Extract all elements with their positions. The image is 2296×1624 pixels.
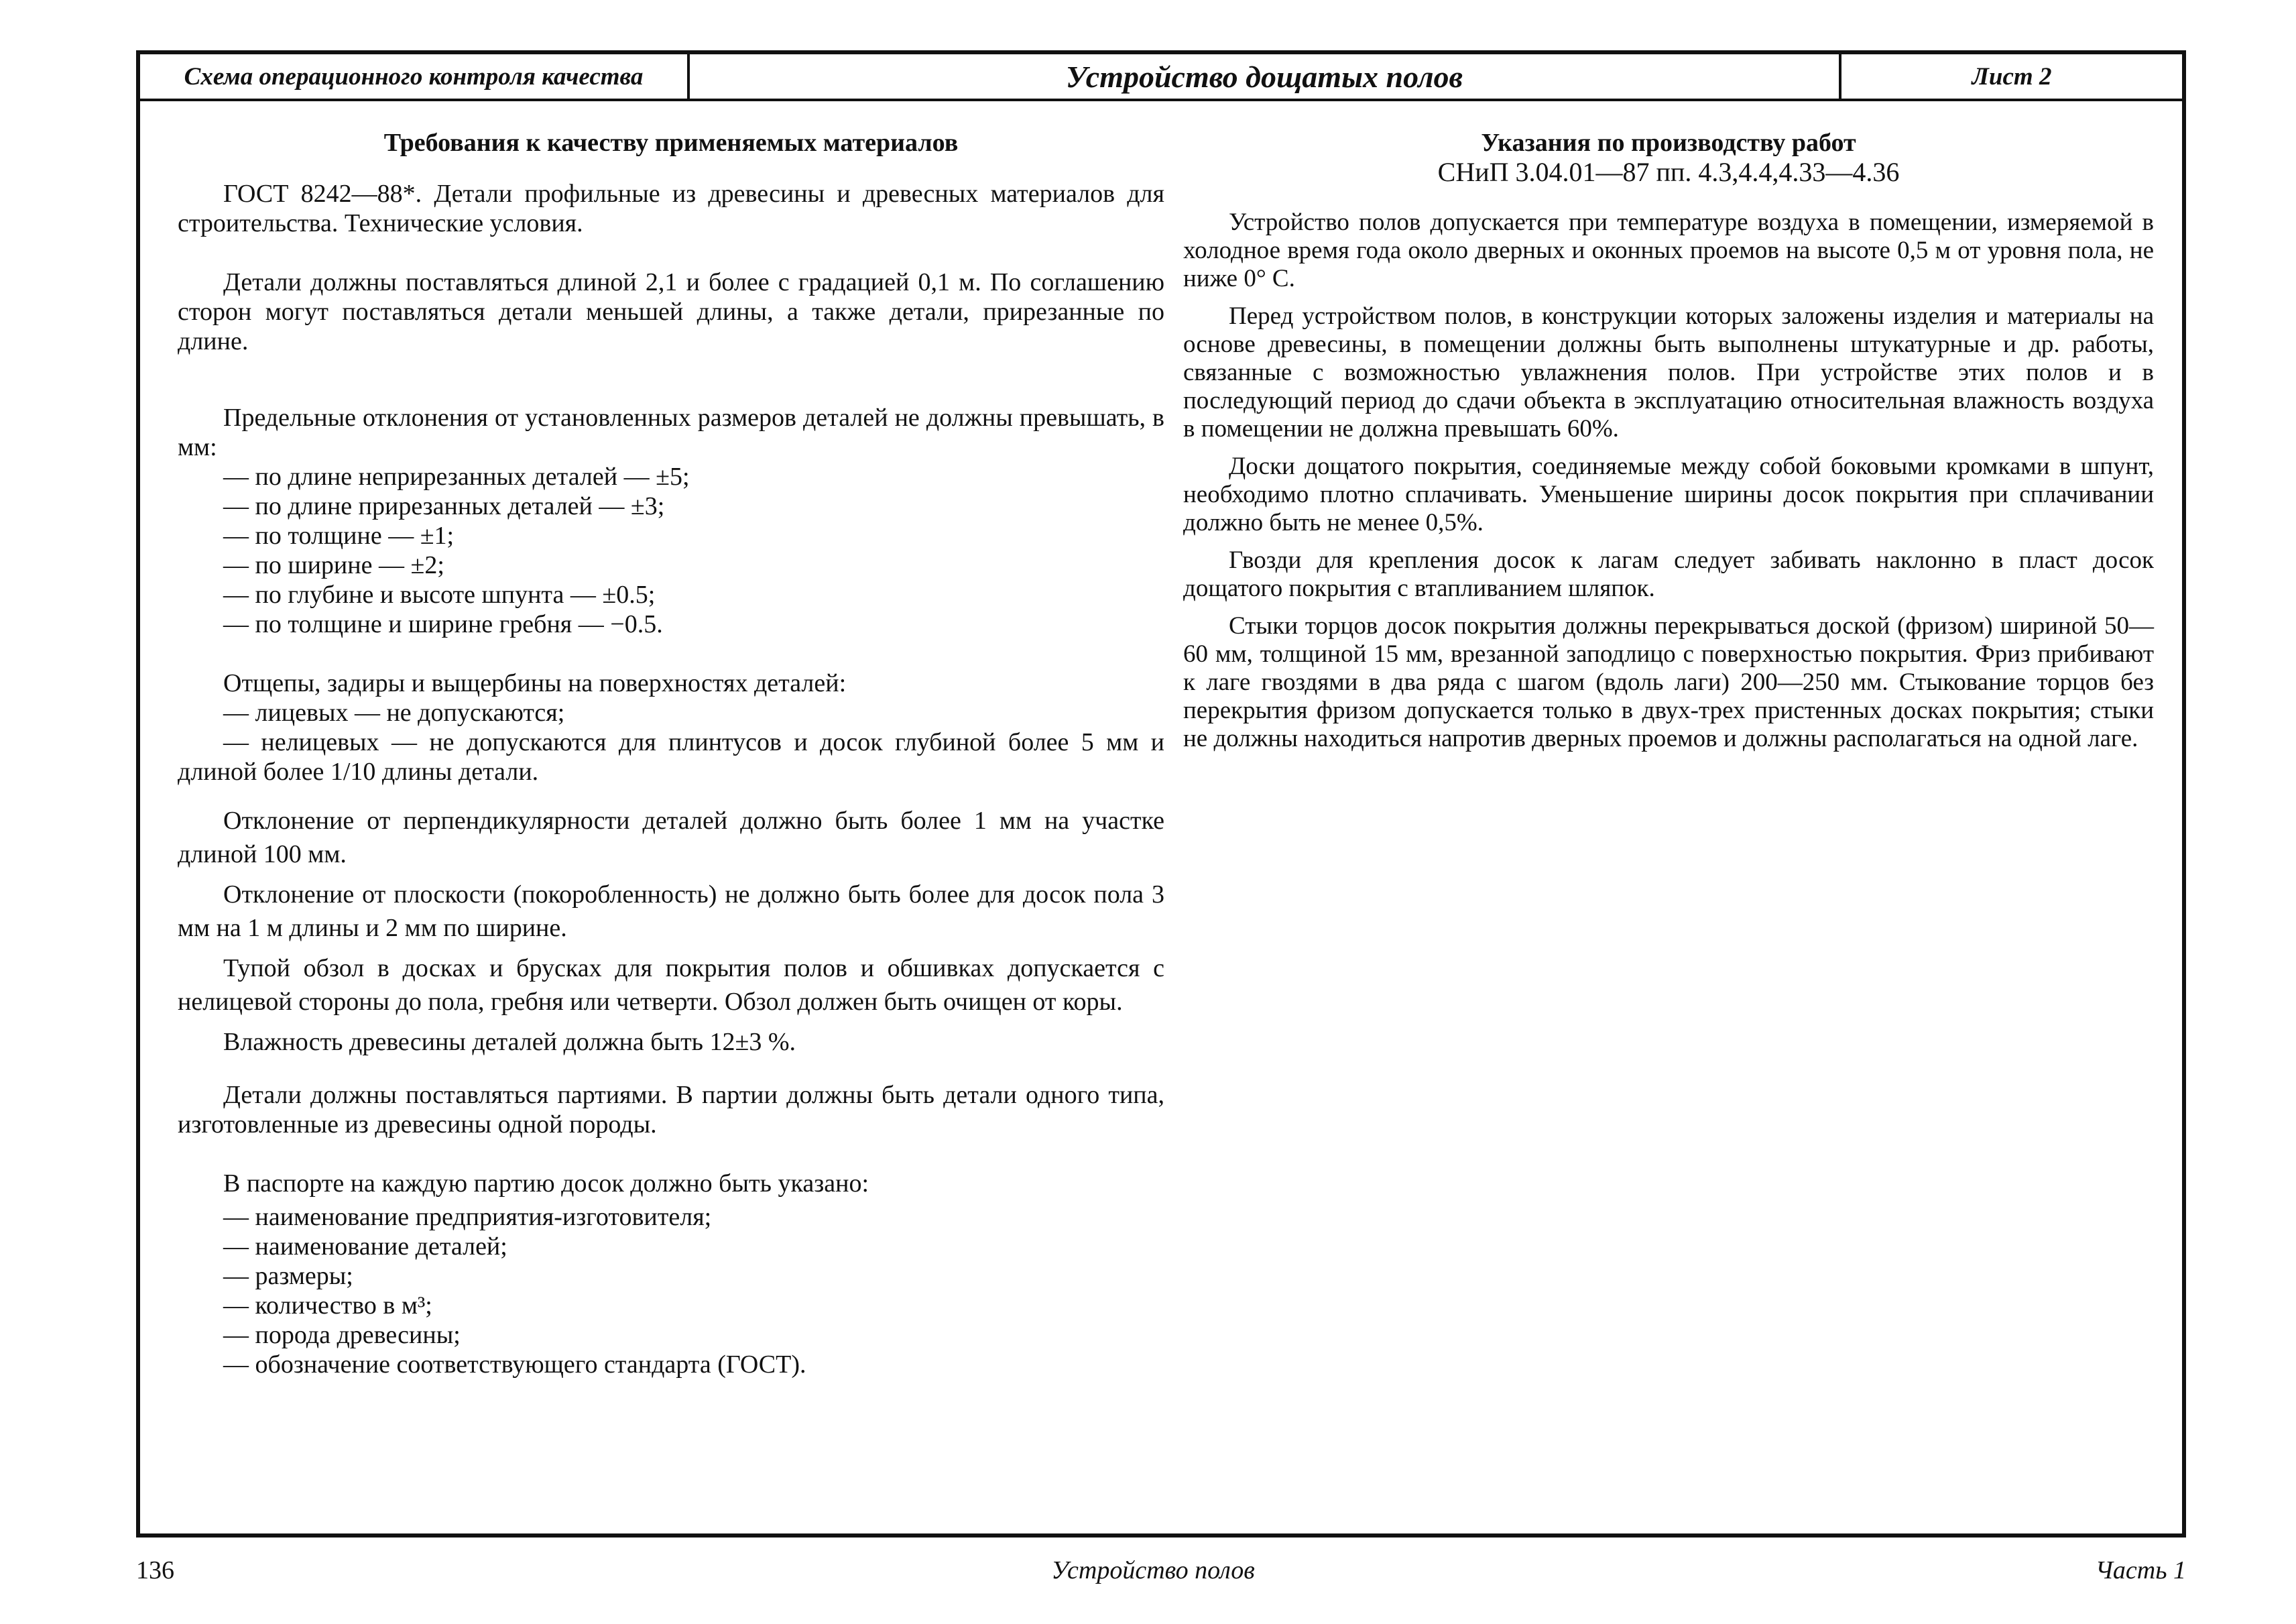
list-item: — лицевых — не допускаются; [223,699,565,727]
paragraph-temperature: Устройство полов допускается при температуре воздуха в помещении, измеряемой в холодное время года около дверных и оконных проемов на высоте 0,5 м от уровня пола, не ниже 0° С. [1183,209,2154,292]
left-column-title: Требования к качеству применяемых материалов [383,129,959,157]
paragraph-flatness: Отклонение от плоскости (покоробленность) не должно быть более для досок пола 3 мм на 1 м длины и 2 мм по ширине. [178,880,1164,942]
paragraph-moisture: Влажность древесины деталей должна быть 12±3 %. [223,1028,796,1056]
list-item: — по толщине — ±1; [223,522,455,550]
header-row [140,54,2182,101]
list-item: — по ширине — ±2; [223,551,444,579]
list-item: — размеры; [223,1262,353,1290]
list-item: — по длине прирезанных деталей — ±3; [223,492,665,520]
list-item: — по толщине и ширине гребня — −0.5. [223,610,663,638]
paragraph-passport: В паспорте на каждую партию досок должно быть указано: [223,1169,869,1198]
list-item: — наименование предприятия-изготовителя; [223,1203,712,1231]
list-item: — количество в м³; [223,1291,432,1320]
paragraph-perpendicularity: Отклонение от перпендикулярности деталей должно быть более 1 мм на участке длиной 100 мм. [178,807,1164,868]
right-column-title: Указания по производству работ [1481,129,1856,157]
paragraph-deviations: Предельные отклонения от установленных размеров деталей не должны превышать, в мм: [178,404,1164,461]
right-column [1183,128,2154,753]
footer-part: Часть 1 [2095,1556,2186,1584]
footer-title: Устройство полов [1051,1556,1255,1584]
paragraph-defects: Отщепы, задиры и выщербины на поверхностях деталей: [223,669,847,697]
left-column [178,128,1164,1379]
paragraph-nails: Гвозди для крепления досок к лагам следует забивать наклонно в пласт досок дощатого покрытия с втапливанием шляпок. [1183,546,2154,602]
list-item: — по глубине и высоте шпунта — ±0.5; [223,581,656,609]
paragraph-joints: Стыки торцов досок покрытия должны перекрываться доской (фризом) шириной 50—60 мм, толщиной 15 мм, врезанной заподлицо с поверхностью покрытия. Фриз прибивают к лаге гвоздями в два ряда с шагом (вдоль лаги) 200—250 мм. Стыкование торцов без перекрытия фризом допускается только в двух-трех пристенных досках покрытия; стыки не должны находиться напротив дверных проемов и должны располагаться на одной лаге. [1183,612,2154,752]
paragraph-boards: Доски дощатого покрытия, соединяемые между собой боковыми кромками в шпунт, необходимо плотно сплачивать. Уменьшение ширины досок покрытия при сплачивании должно быть не менее 0,5%. [1183,453,2154,536]
header-title: Устройство дощатых полов [690,54,1841,99]
header-sheet: Лист 2 [1972,62,2052,91]
list-item: — обозначение соответствующего стандарта (ГОСТ). [223,1350,806,1379]
header-left: Схема операционного контроля качества [140,54,690,99]
page-number: 136 [136,1556,174,1584]
document-frame [136,50,2186,1538]
list-item: — наименование деталей; [223,1232,507,1261]
list-item: — по длине неприрезанных деталей — ±5; [223,463,690,491]
paragraph-humidity: Перед устройством полов, в конструкции которых заложены изделия и материалы на основе древесины, в помещении должны быть выполнены штукатурные и др. работы, связанные с возможностью увлажнения полов. При устройстве этих полов и в последующий период до сдачи объекта в эксплуатацию относительная влажность воздуха в помещении не должна превышать 60%. [1183,302,2154,443]
list-item: — порода древесины; [223,1321,461,1349]
paragraph-batches: Детали должны поставляться партиями. В партии должны быть детали одного типа, изготовленные из древесины одной породы. [178,1081,1164,1139]
list-item: — нелицевых — не допускаются для плинтусов и досок глубиной более 5 мм и длиной более 1/10 длины детали. [178,728,1164,786]
paragraph-gost: ГОСТ 8242—88*. Детали профильные из древесины и древесных материалов для строительства. Технические условия. [178,180,1164,237]
right-column-subtitle: СНиП 3.04.01—87 пп. 4.3,4.4,4.33—4.36 [1437,157,1900,187]
paragraph-wane: Тупой обзол в досках и брусках для покрытия полов и обшивках допускается с нелицевой стороны до пола, гребня или четверти. Обзол должен быть очищен от коры. [178,954,1164,1016]
paragraph-length: Детали должны поставляться длиной 2,1 и более с градацией 0,1 м. По соглашению сторон могут поставляться детали меньшей длины, а также детали, прирезанные по длине. [178,268,1164,355]
